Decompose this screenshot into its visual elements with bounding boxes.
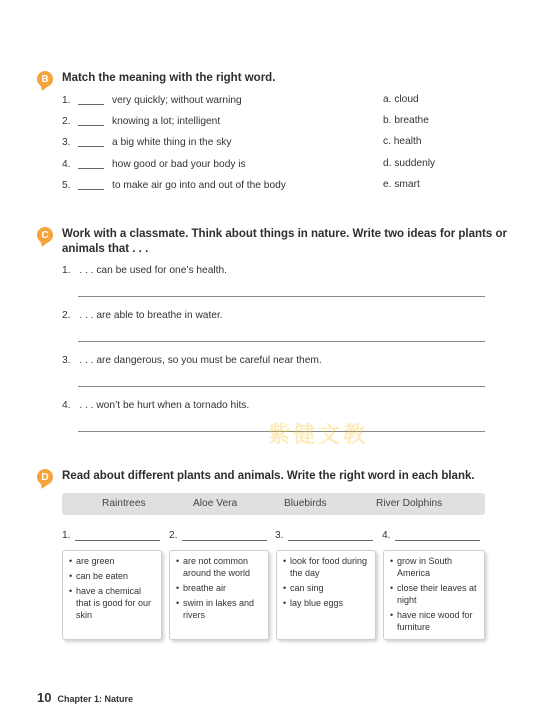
option-c: c. health [383, 136, 422, 147]
answer-blank[interactable] [78, 160, 104, 169]
answer-line-1[interactable] [78, 296, 485, 297]
answer-line-2[interactable] [78, 341, 485, 342]
section-c-question-1 [62, 265, 227, 276]
word-bank-item: Raintrees [102, 498, 146, 509]
answer-blank-1[interactable] [75, 540, 160, 541]
description-card-2 [169, 550, 269, 640]
blank-number-3: 3. [275, 530, 284, 541]
section-b-badge: B [37, 71, 53, 87]
word-bank-item: Aloe Vera [193, 498, 238, 509]
item-text: to make air go into and out of the body [112, 179, 286, 191]
word-bank-item: Bluebirds [284, 498, 327, 509]
card-bullet: • are not common around the world [175, 555, 264, 579]
question-number: 3. [62, 355, 71, 366]
answer-blank[interactable] [78, 96, 104, 105]
question-number: 1. [62, 265, 71, 276]
description-card-4 [383, 550, 485, 640]
blank-number-2: 2. [169, 530, 178, 541]
section-d-badge: D [37, 469, 53, 485]
section-d-instruction: Read about different plants and animals. Write the right word in each blank. [62, 470, 475, 482]
answer-line-3[interactable] [78, 386, 485, 387]
section-c-question-4 [62, 400, 249, 411]
card-bullet: • have a chemical that is good for our skin [68, 585, 157, 621]
item-number: 2. [62, 115, 71, 127]
card-bullet: • look for food during the day [282, 555, 371, 579]
item-number: 4. [62, 158, 71, 170]
question-text: . . . won’t be hurt when a tornado hits. [79, 400, 250, 411]
card-bullet: • close their leaves at night [389, 582, 480, 606]
section-c-question-2 [62, 310, 223, 321]
item-text: how good or bad your body is [112, 158, 246, 170]
item-number: 1. [62, 94, 71, 106]
card-bullet: • lay blue eggs [282, 597, 371, 609]
section-b-item-4 [62, 157, 246, 171]
section-b-item-2 [62, 114, 220, 128]
watermark: 紫健文教 [268, 423, 369, 448]
answer-blank-3[interactable] [288, 540, 373, 541]
option-a: a. cloud [383, 94, 419, 105]
chapter-label: Chapter 1: Nature [57, 694, 133, 704]
option-d: d. suddenly [383, 158, 436, 169]
answer-blank[interactable] [78, 181, 104, 190]
page-footer [37, 690, 133, 705]
card-bullet: • can be eaten [68, 570, 157, 582]
blank-number-4: 4. [382, 530, 391, 541]
item-number: 5. [62, 179, 71, 191]
card-bullet: • have nice wood for furniture [389, 609, 480, 633]
answer-blank-2[interactable] [182, 540, 267, 541]
section-b-item-1 [62, 93, 242, 107]
description-card-3 [276, 550, 376, 640]
section-c-badge: C [37, 227, 53, 243]
card-bullet: • swim in lakes and rivers [175, 597, 264, 621]
question-number: 2. [62, 310, 71, 321]
section-b-item-5 [62, 178, 286, 192]
section-c-instruction-line2: animals that . . . [62, 243, 149, 255]
answer-blank[interactable] [78, 117, 104, 126]
item-text: knowing a lot; intelligent [112, 115, 221, 127]
card-bullet: • can sing [282, 582, 371, 594]
card-bullet: • grow in South America [389, 555, 480, 579]
answer-blank[interactable] [78, 138, 104, 147]
question-number: 4. [62, 400, 71, 411]
description-card-1 [62, 550, 162, 640]
question-text: . . . are able to breathe in water. [79, 310, 223, 321]
item-text: very quickly; without warning [112, 94, 242, 106]
section-c-question-3 [62, 355, 322, 366]
blank-number-1: 1. [62, 530, 71, 541]
answer-blank-4[interactable] [395, 540, 480, 541]
word-bank-item: River Dolphins [376, 498, 443, 509]
question-text: . . . can be used for one’s health. [79, 265, 227, 276]
option-b: b. breathe [383, 115, 429, 126]
item-number: 3. [62, 136, 71, 148]
item-text: a big white thing in the sky [112, 136, 232, 148]
question-text: . . . are dangerous, so you must be careful near them. [79, 355, 322, 366]
option-e: e. smart [383, 179, 420, 190]
section-c-instruction-line1: Work with a classmate. Think about things in nature. Write two ideas for plants or [62, 228, 507, 240]
section-b-instruction: Match the meaning with the right word. [62, 72, 276, 84]
card-bullet: • breathe air [175, 582, 264, 594]
card-bullet: • are green [68, 555, 157, 567]
section-b-item-3 [62, 135, 232, 149]
page-number: 10 [37, 690, 52, 705]
word-bank [62, 493, 485, 515]
